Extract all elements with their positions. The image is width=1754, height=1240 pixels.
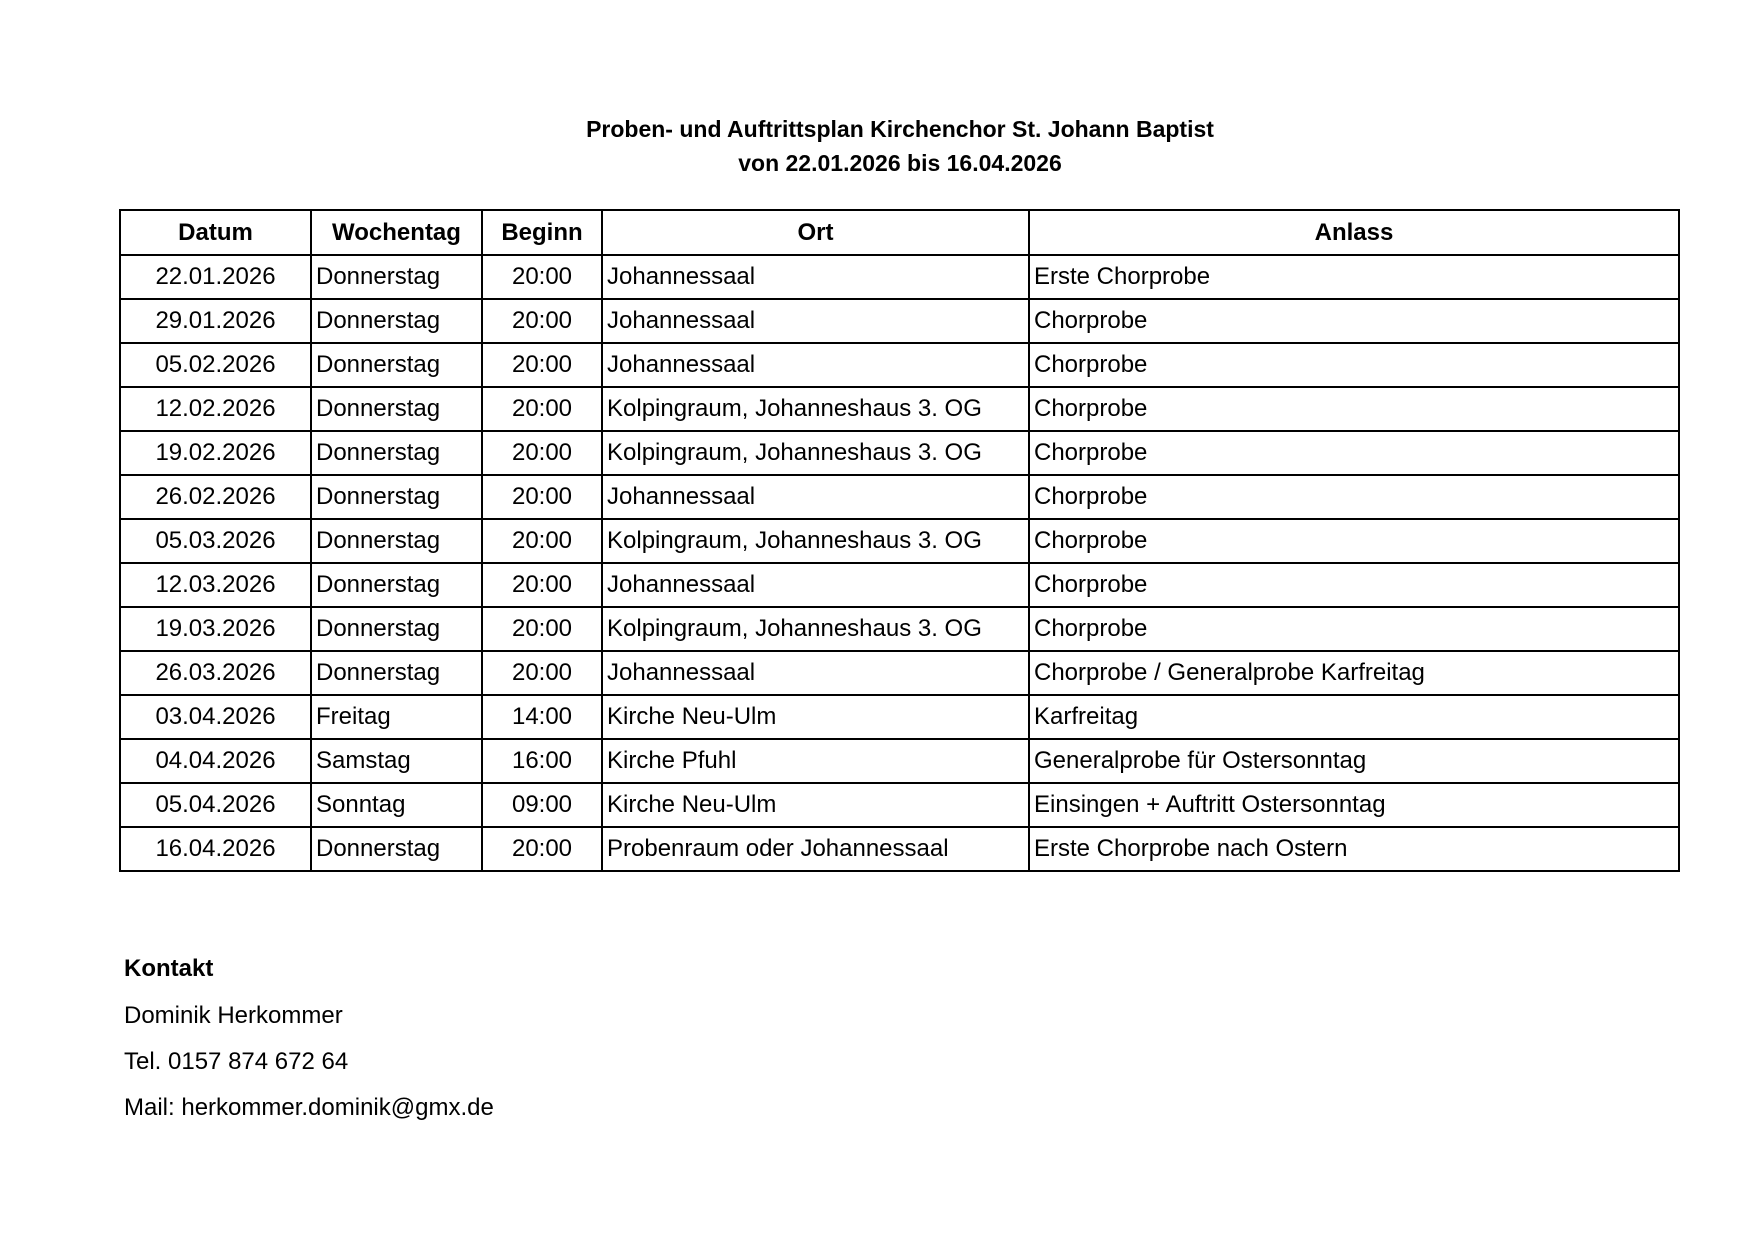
cell-anlass: Chorprobe / Generalprobe Karfreitag bbox=[1029, 651, 1679, 695]
cell-beginn: 20:00 bbox=[482, 607, 602, 651]
cell-anlass: Chorprobe bbox=[1029, 475, 1679, 519]
cell-ort: Kolpingraum, Johanneshaus 3. OG bbox=[602, 519, 1029, 563]
cell-beginn: 20:00 bbox=[482, 343, 602, 387]
cell-wochentag: Donnerstag bbox=[311, 563, 482, 607]
cell-ort: Johannessaal bbox=[602, 299, 1029, 343]
cell-anlass: Chorprobe bbox=[1029, 299, 1679, 343]
column-header-ort: Ort bbox=[602, 210, 1029, 255]
cell-anlass: Karfreitag bbox=[1029, 695, 1679, 739]
cell-beginn: 20:00 bbox=[482, 651, 602, 695]
table-row bbox=[120, 739, 1679, 783]
cell-beginn: 20:00 bbox=[482, 475, 602, 519]
contact-phone: Tel. 0157 874 672 64 bbox=[124, 1048, 349, 1075]
cell-datum: 05.02.2026 bbox=[120, 343, 311, 387]
contact-mail: Mail: herkommer.dominik@gmx.de bbox=[124, 1094, 494, 1121]
cell-anlass: Generalprobe für Ostersonntag bbox=[1029, 739, 1679, 783]
cell-wochentag: Sonntag bbox=[311, 783, 482, 827]
cell-beginn: 20:00 bbox=[482, 387, 602, 431]
cell-datum: 29.01.2026 bbox=[120, 299, 311, 343]
document-title: Proben- und Auftrittsplan Kirchenchor St. Johann Baptist bbox=[586, 116, 1214, 142]
cell-beginn: 20:00 bbox=[482, 255, 602, 299]
cell-beginn: 20:00 bbox=[482, 519, 602, 563]
cell-anlass: Chorprobe bbox=[1029, 563, 1679, 607]
cell-beginn: 20:00 bbox=[482, 299, 602, 343]
cell-datum: 22.01.2026 bbox=[120, 255, 311, 299]
cell-wochentag: Donnerstag bbox=[311, 387, 482, 431]
cell-wochentag: Freitag bbox=[311, 695, 482, 739]
cell-wochentag: Samstag bbox=[311, 739, 482, 783]
table-row bbox=[120, 651, 1679, 695]
cell-datum: 03.04.2026 bbox=[120, 695, 311, 739]
cell-anlass: Chorprobe bbox=[1029, 343, 1679, 387]
cell-anlass: Einsingen + Auftritt Ostersonntag bbox=[1029, 783, 1679, 827]
cell-datum: 19.03.2026 bbox=[120, 607, 311, 651]
cell-ort: Johannessaal bbox=[602, 563, 1029, 607]
cell-anlass: Chorprobe bbox=[1029, 431, 1679, 475]
table-row bbox=[120, 695, 1679, 739]
cell-beginn: 20:00 bbox=[482, 431, 602, 475]
cell-anlass: Chorprobe bbox=[1029, 607, 1679, 651]
table-row bbox=[120, 607, 1679, 651]
cell-datum: 04.04.2026 bbox=[120, 739, 311, 783]
cell-wochentag: Donnerstag bbox=[311, 343, 482, 387]
cell-ort: Johannessaal bbox=[602, 343, 1029, 387]
table-row bbox=[120, 255, 1679, 299]
cell-ort: Kolpingraum, Johanneshaus 3. OG bbox=[602, 431, 1029, 475]
table-row bbox=[120, 387, 1679, 431]
cell-wochentag: Donnerstag bbox=[311, 475, 482, 519]
cell-beginn: 16:00 bbox=[482, 739, 602, 783]
column-header-anlass: Anlass bbox=[1029, 210, 1679, 255]
cell-datum: 16.04.2026 bbox=[120, 827, 311, 871]
cell-datum: 26.02.2026 bbox=[120, 475, 311, 519]
cell-beginn: 09:00 bbox=[482, 783, 602, 827]
cell-beginn: 20:00 bbox=[482, 563, 602, 607]
cell-ort: Kolpingraum, Johanneshaus 3. OG bbox=[602, 607, 1029, 651]
table-row bbox=[120, 519, 1679, 563]
cell-anlass: Chorprobe bbox=[1029, 387, 1679, 431]
cell-datum: 26.03.2026 bbox=[120, 651, 311, 695]
cell-ort: Johannessaal bbox=[602, 475, 1029, 519]
table-row bbox=[120, 783, 1679, 827]
cell-datum: 12.03.2026 bbox=[120, 563, 311, 607]
column-header-wochentag: Wochentag bbox=[311, 210, 482, 255]
table-row bbox=[120, 431, 1679, 475]
cell-wochentag: Donnerstag bbox=[311, 827, 482, 871]
cell-ort: Kolpingraum, Johanneshaus 3. OG bbox=[602, 387, 1029, 431]
cell-beginn: 20:00 bbox=[482, 827, 602, 871]
contact-name: Dominik Herkommer bbox=[124, 1002, 343, 1029]
cell-ort: Probenraum oder Johannessaal bbox=[602, 827, 1029, 871]
cell-wochentag: Donnerstag bbox=[311, 431, 482, 475]
cell-datum: 19.02.2026 bbox=[120, 431, 311, 475]
column-header-beginn: Beginn bbox=[482, 210, 602, 255]
cell-ort: Kirche Neu-Ulm bbox=[602, 695, 1029, 739]
cell-datum: 12.02.2026 bbox=[120, 387, 311, 431]
cell-anlass: Erste Chorprobe bbox=[1029, 255, 1679, 299]
cell-ort: Johannessaal bbox=[602, 651, 1029, 695]
column-header-datum: Datum bbox=[120, 210, 311, 255]
cell-wochentag: Donnerstag bbox=[311, 519, 482, 563]
cell-wochentag: Donnerstag bbox=[311, 299, 482, 343]
contact-heading: Kontakt bbox=[124, 955, 214, 982]
cell-datum: 05.04.2026 bbox=[120, 783, 311, 827]
cell-wochentag: Donnerstag bbox=[311, 607, 482, 651]
table-header-row bbox=[120, 210, 1679, 255]
cell-anlass: Chorprobe bbox=[1029, 519, 1679, 563]
table-row bbox=[120, 343, 1679, 387]
cell-anlass: Erste Chorprobe nach Ostern bbox=[1029, 827, 1679, 871]
schedule-table bbox=[119, 209, 1680, 872]
cell-datum: 05.03.2026 bbox=[120, 519, 311, 563]
cell-beginn: 14:00 bbox=[482, 695, 602, 739]
cell-ort: Johannessaal bbox=[602, 255, 1029, 299]
table-row bbox=[120, 827, 1679, 871]
document-subtitle: von 22.01.2026 bis 16.04.2026 bbox=[738, 150, 1062, 176]
cell-wochentag: Donnerstag bbox=[311, 255, 482, 299]
table-row bbox=[120, 299, 1679, 343]
cell-ort: Kirche Pfuhl bbox=[602, 739, 1029, 783]
table-row bbox=[120, 475, 1679, 519]
cell-ort: Kirche Neu-Ulm bbox=[602, 783, 1029, 827]
cell-wochentag: Donnerstag bbox=[311, 651, 482, 695]
table-row bbox=[120, 563, 1679, 607]
